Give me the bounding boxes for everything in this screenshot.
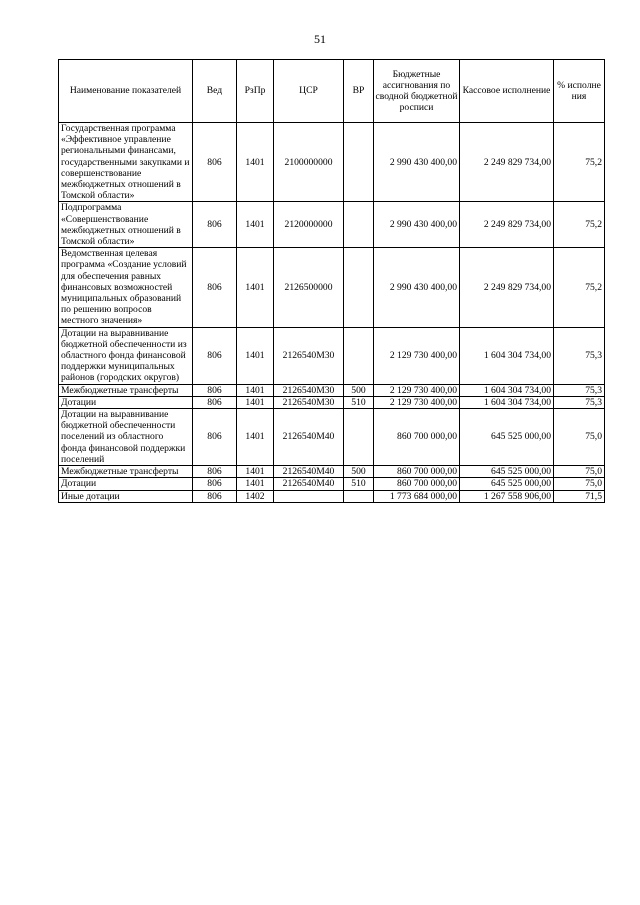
row-assignments: 2 990 430 400,00 [374,123,460,202]
row-percent: 75,0 [554,478,605,490]
row-vr: 500 [344,466,374,478]
row-ved: 806 [193,490,237,502]
row-ved: 806 [193,384,237,396]
budget-execution-table [58,59,605,503]
row-name: Иные дотации [59,490,193,502]
header-ved: Вед [193,60,237,123]
row-csr: 2126540М30 [274,384,344,396]
row-percent: 75,0 [554,409,605,466]
table-row [59,384,605,396]
row-csr [274,490,344,502]
row-rzpr: 1402 [237,490,274,502]
row-percent: 75,2 [554,202,605,248]
row-assignments: 860 700 000,00 [374,409,460,466]
row-percent: 75,3 [554,396,605,408]
row-cash: 1 604 304 734,00 [460,327,554,384]
row-assignments: 2 990 430 400,00 [374,202,460,248]
row-ved: 806 [193,478,237,490]
table-row [59,409,605,466]
table-row [59,327,605,384]
table-header-row [59,60,605,123]
row-rzpr: 1401 [237,396,274,408]
header-percent: % исполне ния [554,60,605,123]
row-assignments: 2 129 730 400,00 [374,396,460,408]
header-assignments: Бюджетные ассигнования по сводной бюджетной росписи [374,60,460,123]
row-vr [344,490,374,502]
row-csr: 2120000000 [274,202,344,248]
table-row [59,248,605,327]
row-ved: 806 [193,327,237,384]
row-vr [344,248,374,327]
row-vr [344,123,374,202]
table-row [59,490,605,502]
header-csr: ЦСР [274,60,344,123]
row-name: Подпрограмма «Совершенствование межбюджетных отношений в Томской области» [59,202,193,248]
row-rzpr: 1401 [237,466,274,478]
row-rzpr: 1401 [237,478,274,490]
row-percent: 75,3 [554,384,605,396]
row-assignments: 1 773 684 000,00 [374,490,460,502]
row-ved: 806 [193,466,237,478]
row-vr [344,327,374,384]
row-name: Дотации на выравнивание бюджетной обеспеченности поселений из областного фонда финансовой поддержки поселений [59,409,193,466]
row-percent: 75,3 [554,327,605,384]
row-rzpr: 1401 [237,384,274,396]
row-cash: 645 525 000,00 [460,466,554,478]
row-ved: 806 [193,123,237,202]
row-rzpr: 1401 [237,202,274,248]
row-name: Государственная программа «Эффективное управление региональными финансами, государственными закупками и совершенствование межбюджетных отношений в Томской области» [59,123,193,202]
row-cash: 1 604 304 734,00 [460,396,554,408]
row-ved: 806 [193,409,237,466]
row-name: Межбюджетные трансферты [59,384,193,396]
row-vr [344,202,374,248]
row-vr: 510 [344,396,374,408]
row-assignments: 2 990 430 400,00 [374,248,460,327]
row-csr: 2126540М40 [274,466,344,478]
table-row [59,123,605,202]
row-name: Дотации [59,478,193,490]
row-rzpr: 1401 [237,248,274,327]
row-csr: 2126540М30 [274,396,344,408]
row-rzpr: 1401 [237,327,274,384]
row-ved: 806 [193,248,237,327]
row-name: Дотации на выравнивание бюджетной обеспеченности из областного фонда финансовой поддержки муниципальных районов (городских округов) [59,327,193,384]
header-rzpr: РзПр [237,60,274,123]
row-cash: 1 604 304 734,00 [460,384,554,396]
row-percent: 75,2 [554,123,605,202]
row-assignments: 2 129 730 400,00 [374,384,460,396]
row-cash: 645 525 000,00 [460,409,554,466]
row-cash: 1 267 558 906,00 [460,490,554,502]
row-vr: 510 [344,478,374,490]
row-assignments: 860 700 000,00 [374,478,460,490]
row-csr: 2126540М30 [274,327,344,384]
header-name: Наименование показателей [59,60,193,123]
row-assignments: 2 129 730 400,00 [374,327,460,384]
row-percent: 75,2 [554,248,605,327]
row-csr: 2100000000 [274,123,344,202]
table-row [59,396,605,408]
row-name: Дотации [59,396,193,408]
page-number: 51 [314,32,326,46]
table-row [59,202,605,248]
header-cash: Кассовое исполнение [460,60,554,123]
row-csr: 2126500000 [274,248,344,327]
row-csr: 2126540М40 [274,478,344,490]
row-ved: 806 [193,202,237,248]
table-row [59,478,605,490]
row-csr: 2126540М40 [274,409,344,466]
table-row [59,466,605,478]
row-vr [344,409,374,466]
row-assignments: 860 700 000,00 [374,466,460,478]
row-cash: 2 249 829 734,00 [460,202,554,248]
row-name: Ведомственная целевая программа «Создание условий для обеспечения равных финансовых возможностей муниципальных образований по решению вопросов местного значения» [59,248,193,327]
row-vr: 500 [344,384,374,396]
row-percent: 75,0 [554,466,605,478]
row-rzpr: 1401 [237,409,274,466]
row-cash: 2 249 829 734,00 [460,248,554,327]
row-ved: 806 [193,396,237,408]
header-vr: ВР [344,60,374,123]
row-name: Межбюджетные трансферты [59,466,193,478]
row-cash: 2 249 829 734,00 [460,123,554,202]
row-percent: 71,5 [554,490,605,502]
row-rzpr: 1401 [237,123,274,202]
row-cash: 645 525 000,00 [460,478,554,490]
